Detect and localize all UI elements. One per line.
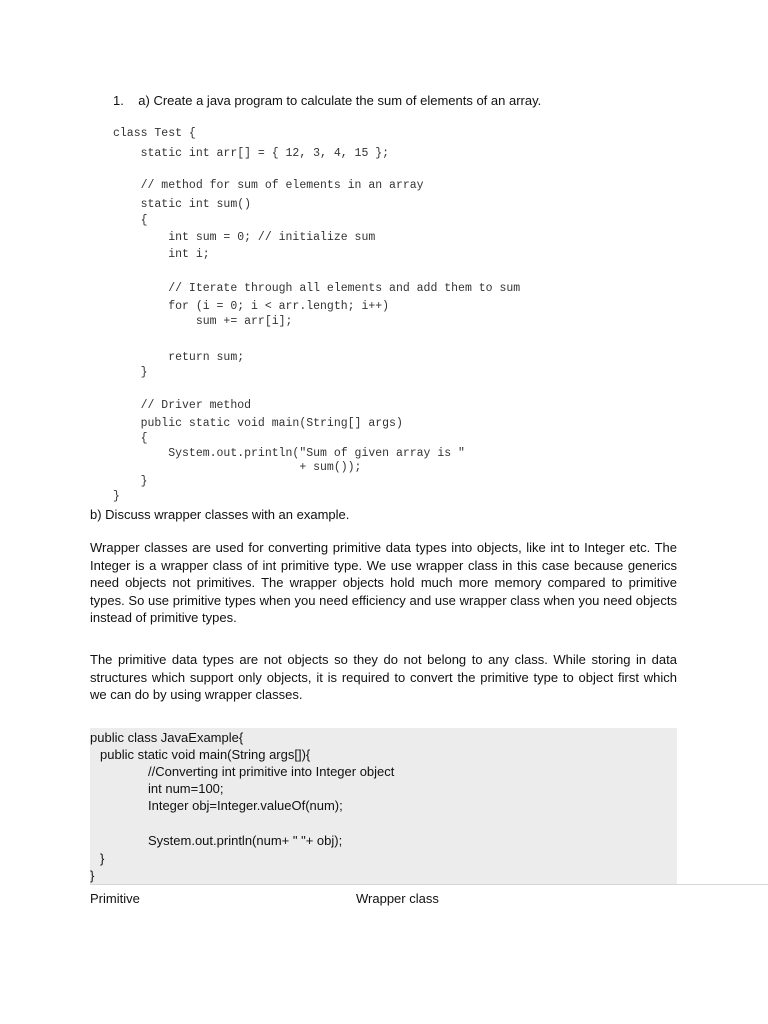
code-line: } <box>100 851 105 866</box>
code-line: return sum; <box>113 351 245 364</box>
code-line: //Converting int primitive into Integer object <box>148 764 395 779</box>
code-line: System.out.println("Sum of given array is " <box>113 447 465 460</box>
code-line: static int arr[] = { 12, 3, 4, 15 }; <box>113 147 390 160</box>
code-line: } <box>113 366 148 379</box>
code-line: sum += arr[i]; <box>113 315 293 328</box>
question-1a: 1. a) Create a java program to calculate the sum of elements of an array. <box>113 93 542 108</box>
code-line: int i; <box>113 248 210 261</box>
code-line: int num=100; <box>148 781 224 796</box>
code-line: } <box>90 868 95 883</box>
code-line: int sum = 0; // initialize sum <box>113 231 376 244</box>
code-line: for (i = 0; i < arr.length; i++) <box>113 300 390 313</box>
code-line: static int sum() <box>113 198 252 211</box>
code-line: { <box>113 214 148 227</box>
table-header-wrapper-class: Wrapper class <box>356 891 439 906</box>
question-1b: b) Discuss wrapper classes with an example. <box>90 507 350 522</box>
table-top-rule <box>90 884 768 885</box>
code-line: } <box>113 475 148 488</box>
paragraph-wrapper-classes: Wrapper classes are used for converting primitive data types into objects, like int to Integer etc. The Integer is a wrapper class of int primitive type. We use wrapper class in this case because generics need objects not primitives. The wrapper objects hold much more memory compared to primitive types. So use primitive types when you need efficiency and use wrapper class when you need objects instead of primitive types. <box>90 540 677 625</box>
code-line: // Driver method <box>113 399 252 412</box>
code-line: } <box>113 490 120 503</box>
code-line: { <box>113 432 148 445</box>
code-line: Integer obj=Integer.valueOf(num); <box>148 798 343 813</box>
code-line: + sum()); <box>113 461 362 474</box>
table-header-primitive: Primitive <box>90 891 140 906</box>
code-line: // method for sum of elements in an array <box>113 179 424 192</box>
code-line: public static void main(String args[]){ <box>100 747 311 762</box>
code-line: class Test { <box>113 127 196 140</box>
code-block-java-example <box>90 728 677 884</box>
code-line: public static void main(String[] args) <box>113 417 403 430</box>
paragraph-primitive-types: The primitive data types are not objects so they do not belong to any class. While storing in data structures which support only objects, it is required to convert the primitive type to object first which we can do by using wrapper classes. <box>90 652 677 702</box>
code-line: // Iterate through all elements and add them to sum <box>113 282 521 295</box>
code-line: System.out.println(num+ " "+ obj); <box>148 833 343 848</box>
code-line: public class JavaExample{ <box>90 730 244 745</box>
